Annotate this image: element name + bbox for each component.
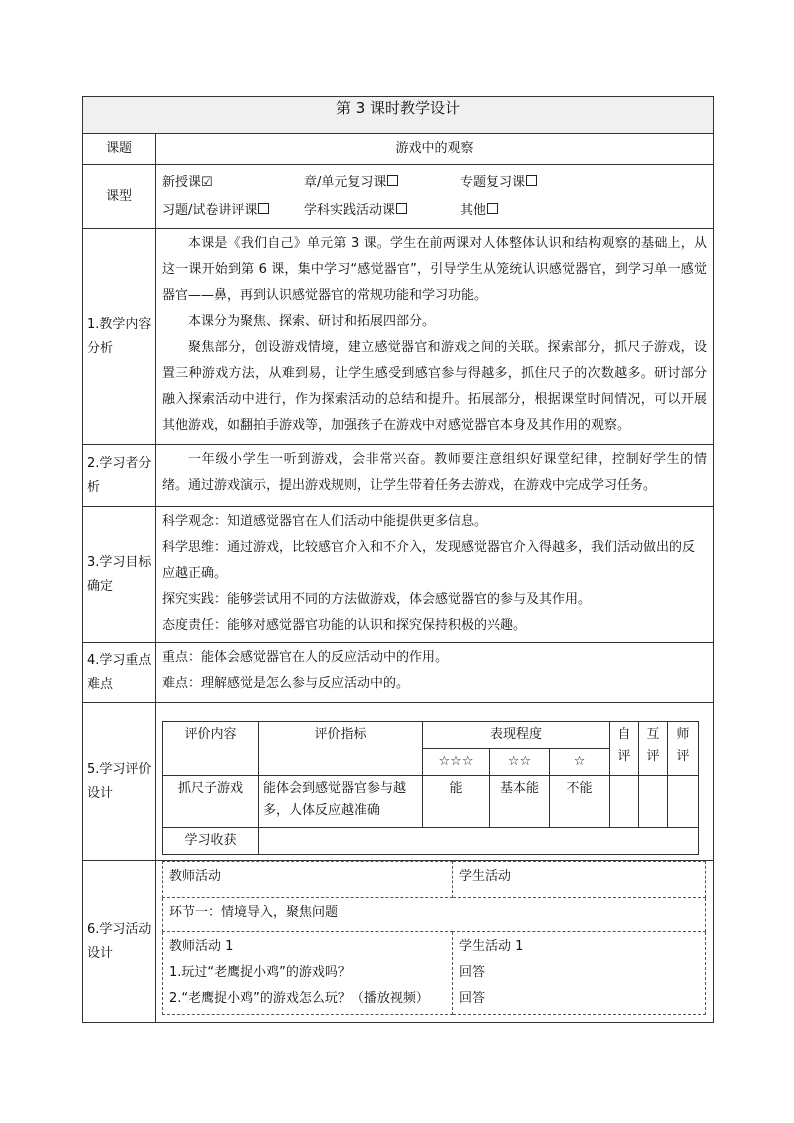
activity-label: 6.学习活动设计 <box>83 861 156 1023</box>
learner-analysis-label: 2.学习者分析 <box>83 445 156 507</box>
key-point-line: 重点：能体会感觉器官在人的反应活动中的作用。 <box>162 650 449 665</box>
checkbox-icon[interactable] <box>526 175 537 186</box>
teacher-activity-1: 教师活动 1 1.玩过“老鹰捉小鸡”的游戏吗？ 2.“老鹰捉小鸡”的游戏怎么玩？（播放视频） <box>163 932 453 1015</box>
page-title: 第 3 课时教学设计 <box>83 97 714 134</box>
eval-harvest-cell[interactable] <box>259 828 699 855</box>
evaluation-label: 5.学习评价设计 <box>83 703 156 861</box>
eval-header-indicator: 评价指标 <box>259 722 423 776</box>
section-heading: 环节一：情境导入，聚焦问题 <box>163 898 706 932</box>
star-rating-2: ☆☆ <box>490 749 550 776</box>
eval-row-content: 抓尺子游戏 <box>163 776 259 828</box>
teacher-activity-header: 教师活动 <box>163 862 453 898</box>
paragraph: 聚焦部分，创设游戏情境，建立感觉器官和游戏之间的关联。探索部分，抓尺子游戏，设置三种游戏方法，从难到易，让学生感受到感官参与得越多，抓住尺子的次数越多。研讨部分融入探索活动中进行，作为探索活动的总结和提升。拓展部分，根据课堂时间情况，可以开展其他游戏，如翻拍手游戏等，加强孩子在游戏中对感觉器官本身及其作用的观察。 <box>162 340 707 433</box>
lesson-type-option[interactable]: 专题复习课 <box>460 169 620 197</box>
objectives-label: 3.学习目标确定 <box>83 507 156 643</box>
eval-header-level: 表现程度 <box>423 722 610 749</box>
lesson-type-label: 课型 <box>83 165 156 229</box>
eval-row-level-2: 基本能 <box>490 776 550 828</box>
lesson-type-option[interactable]: 其他 <box>460 197 620 225</box>
checkbox-icon[interactable] <box>258 203 269 214</box>
content-analysis-label: 1.教学内容分析 <box>83 229 156 445</box>
checkbox-icon[interactable] <box>396 203 407 214</box>
paragraph: 本课是《我们自己》单元第 3 课。学生在前两课对人体整体认识和结构观察的基础上，从这一课开始到第 6 课，集中学习“感觉器官”，引导学生从笼统认识感觉器官，到学习单一感觉器官——鼻，再到认识感觉器官的常规功能和学习功能。 <box>162 236 707 303</box>
learner-analysis-body: 一年级小学生一听到游戏，会非常兴奋。教师要注意组织好课堂纪律，控制好学生的情绪。通过游戏演示，提出游戏规则，让学生带着任务去游戏，在游戏中完成学习任务。 <box>156 445 714 507</box>
lesson-type-option[interactable]: 章/单元复习课 <box>304 169 460 197</box>
checkbox-icon[interactable] <box>387 175 398 186</box>
evaluation-body <box>156 703 714 861</box>
eval-self-cell[interactable] <box>610 776 639 828</box>
student-activity-1: 学生活动 1 回答 回答 <box>453 932 706 1015</box>
activity-body <box>156 861 714 1023</box>
objective-line: 科学观念：知道感觉器官在人们活动中能提供更多信息。 <box>162 514 488 529</box>
eval-peer-cell[interactable] <box>639 776 668 828</box>
eval-teacher-cell[interactable] <box>668 776 699 828</box>
lesson-plan-table <box>82 96 714 1023</box>
content-analysis-body <box>156 229 714 445</box>
topic-value: 游戏中的观察 <box>156 134 714 165</box>
eval-row-level-3: 不能 <box>550 776 610 828</box>
eval-header-teacher: 师评 <box>668 722 699 776</box>
lesson-type-option[interactable]: 习题/试卷讲评课 <box>162 197 304 225</box>
eval-row-level-1: 能 <box>423 776 490 828</box>
objective-line: 科学思维：通过游戏，比较感官介入和不介入，发现感觉器官介入得越多，我们活动做出的反应越正确。 <box>162 540 696 581</box>
lesson-type-option[interactable]: 新授课☑ <box>162 174 213 190</box>
evaluation-table <box>162 721 699 855</box>
student-answer: 回答 <box>459 965 486 980</box>
teacher-question: 1.玩过“老鹰捉小鸡”的游戏吗？ <box>169 965 351 980</box>
key-points-body <box>156 643 714 703</box>
topic-label: 课题 <box>83 134 156 165</box>
objective-line: 态度责任：能够对感觉器官功能的认识和探究保持积极的兴趣。 <box>162 618 527 633</box>
activity-table <box>162 861 706 1015</box>
star-rating-1: ☆ <box>550 749 610 776</box>
lesson-type-options <box>156 165 714 229</box>
eval-header-peer: 互评 <box>639 722 668 776</box>
lesson-plan <box>82 96 713 1023</box>
student-answer: 回答 <box>459 991 486 1006</box>
key-point-line: 难点：理解感觉是怎么参与反应活动中的。 <box>162 676 410 691</box>
checkbox-icon[interactable] <box>487 203 498 214</box>
objectives-body <box>156 507 714 643</box>
eval-harvest-label: 学习收获 <box>163 828 259 855</box>
star-rating-3: ☆☆☆ <box>423 749 490 776</box>
paragraph: 本课分为聚焦、探索、研讨和拓展四部分。 <box>188 314 436 329</box>
student-activity-header: 学生活动 <box>453 862 706 898</box>
teacher-question: 2.“老鹰捉小鸡”的游戏怎么玩？（播放视频） <box>169 991 429 1006</box>
eval-row-indicator: 能体会到感觉器官参与越多，人体反应越准确 <box>259 776 423 828</box>
eval-header-self: 自评 <box>610 722 639 776</box>
lesson-type-option[interactable]: 学科实践活动课 <box>304 197 460 225</box>
key-points-label: 4.学习重点难点 <box>83 643 156 703</box>
eval-header-content: 评价内容 <box>163 722 259 776</box>
objective-line: 探究实践：能够尝试用不同的方法做游戏，体会感觉器官的参与及其作用。 <box>162 592 592 607</box>
